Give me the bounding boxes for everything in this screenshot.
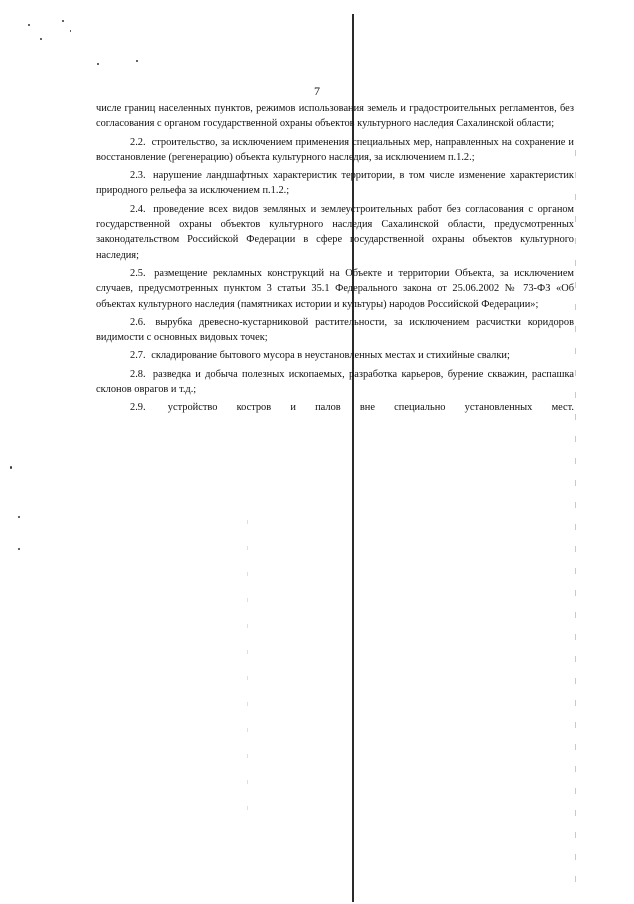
item-text: вырубка древесно-кустарниковой растительности, за исключением расчистки коридоров видимости с основных видовых точек; [96,316,574,344]
list-item [96,400,574,415]
scan-speck [62,20,64,22]
item-text: строительство, за исключением применения специальных мер, направленных на сохранение и восстановление (регенерацию) объекта культурного наследия, за исключением п.1.2.; [96,136,574,163]
item-number: 2.2. [130,136,146,148]
item-number: 2.4. [130,203,146,215]
item-text: разведка и добыча полезных ископаемых, разработка карьеров, бурение скважин, распашка склонов оврагов и т.д.; [96,368,574,396]
scan-speck [18,516,20,518]
list-item [96,202,574,263]
scan-speck [136,60,138,62]
list-item [96,168,574,199]
list-item [96,315,574,346]
item-text: нарушение ландшафтных характеристик территории, в том числе изменение характеристик природного рельефа за исключением п.1.2.; [96,170,574,197]
item-text: устройство костров и палов вне специально установленных мест. [167,402,574,414]
continuation-paragraph: числе границ населенных пунктов, режимов использования земель и градостроительных регламентов, без согласования с органом государственной охраны объектов культурного наследия Сахалинской области; [96,103,574,130]
item-text: размещение рекламных конструкций на Объекте и территории Объекта, за исключением случаев, предусмотренных пунктом 3 статьи 35.1 Федерального закона от 25.06.2002 № 73-ФЗ «Об объектах культурного наследия (памятниках истории и культуры) народов Российской Федерации»; [96,267,575,310]
item-number: 2.3. [130,170,146,182]
list-item [96,266,574,312]
list-item [96,348,574,363]
item-text: складирование бытового мусора в неустановленных местах и стихийные свалки; [151,350,510,362]
scan-speck [40,38,42,40]
item-number: 2.9. [130,402,146,414]
scan-speck [18,548,20,550]
scan-speck [10,466,12,469]
item-number: 2.7. [130,350,146,362]
item-number: 2.6. [130,316,146,328]
item-text: проведение всех видов земляных и землеустроительных работ без согласования с органом государственной охраны объектов культурного наследия Сахалинской области, предусмотренных законодательством Российской Федерации в сфере государственной охраны объектов культурного наследия; [96,203,574,261]
list-item [96,367,574,398]
item-number: 2.5. [130,267,146,279]
scan-faint-line [575,150,576,890]
page-number: 7 [314,84,320,98]
document-body [96,101,574,419]
scan-speck [28,24,30,26]
scan-speck [70,30,71,32]
scan-speck [97,63,99,65]
item-number: 2.8. [130,368,146,380]
scan-faint-line-secondary [247,520,248,820]
list-item [96,135,574,166]
